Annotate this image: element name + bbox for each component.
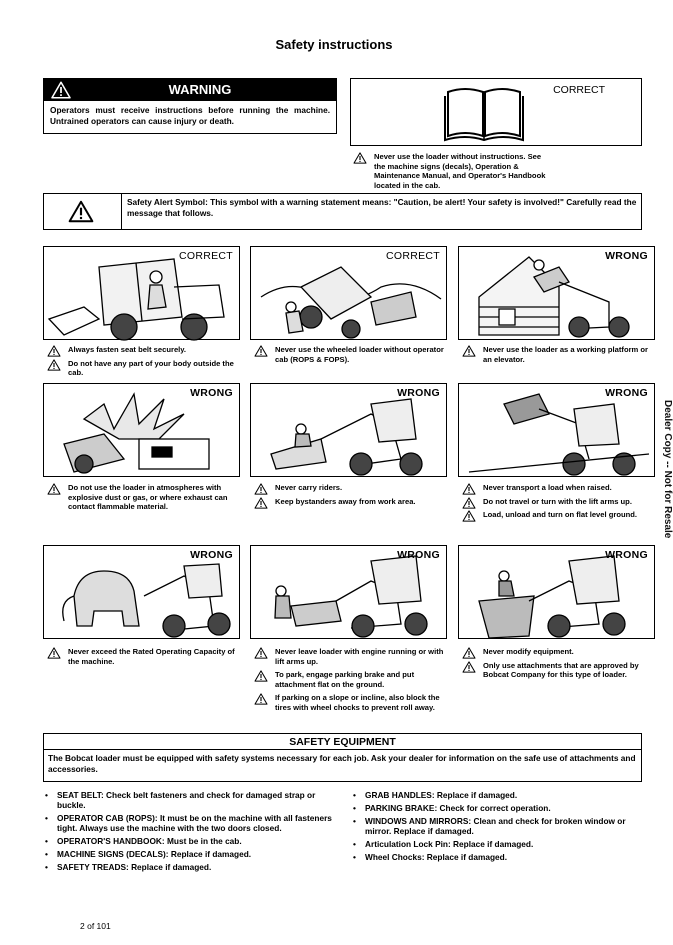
safety-equipment-title: SAFETY EQUIPMENT [44,734,641,750]
panel-raised-load [458,383,655,477]
alert-symbol-row [43,193,642,230]
panel-riders [250,383,447,477]
alert-triangle-icon [462,483,476,495]
warning-label: WARNING [168,82,232,97]
safety-equipment-box [43,733,642,782]
panel-notes [461,647,658,684]
list-item: • Wheel Chocks: Replace if damaged. [352,852,644,862]
note-item: Never modify equipment. [461,647,658,657]
panel-label: WRONG [605,250,648,262]
note-item: To park, engage parking brake and put attachment flat on the ground. [253,670,450,689]
panel-modify [458,545,655,639]
panel-label: WRONG [190,549,233,561]
note-item: Load, unload and turn on flat level ground. [461,510,658,520]
list-item: • Articulation Lock Pin: Replace if damaged. [352,839,644,849]
side-watermark [661,400,673,590]
alert-symbol-text: Safety Alert Symbol: This symbol with a warning statement means: "Caution, be alert! Your safety is involved!" Carefully read the message that follows. [127,197,637,218]
alert-triangle-icon [68,200,94,223]
panel-label: WRONG [397,387,440,399]
panel-notes [461,483,658,524]
list-item: • SAFETY TREADS: Replace if damaged. [44,862,338,872]
alert-triangle-icon [254,497,268,509]
panel-explosive [43,383,240,477]
note-item: Never transport a load when raised. [461,483,658,493]
manual-illustration-box [350,78,642,146]
note-item: Never use the loader as a working platform or an elevator. [461,345,658,364]
alert-triangle-icon [254,647,268,659]
alert-triangle-icon [47,483,61,495]
alert-triangle-icon [254,693,268,705]
list-item: • PARKING BRAKE: Check for correct operation. [352,803,644,813]
equipment-list-right [352,790,644,865]
alert-triangle-icon [254,670,268,682]
panel-label: WRONG [605,549,648,561]
note-item: Never carry riders. [253,483,450,493]
panel-label: WRONG [605,387,648,399]
warning-text: Operators must receive instructions before running the machine. Untrained operators can cause injury or death. [50,105,330,126]
panel-seat-belt [43,246,240,340]
alert-triangle-icon [462,647,476,659]
panel-notes [461,345,658,368]
alert-triangle-icon [353,152,367,164]
side-watermark-text: Dealer Copy -- Not for Resale [662,400,673,539]
page-title: Safety instructions [275,37,393,52]
panel-cab-required [250,246,447,340]
page-number: 2 of 101 [80,921,111,931]
note-item: Always fasten seat belt securely. [46,345,243,355]
panel-notes [46,345,243,382]
note-item: If parking on a slope or incline, also block the tires with wheel chocks to prevent roll away. [253,693,450,712]
panel-capacity [43,545,240,639]
note-item: Do not travel or turn with the lift arms up. [461,497,658,507]
equipment-list-left [44,790,338,875]
note-item: Do not use the loader in atmospheres with explosive dust or gas, or where exhaust can contact flammable material. [46,483,243,512]
panel-label: CORRECT [385,250,440,262]
alert-triangle-icon [254,345,268,357]
alert-triangle-icon [47,647,61,659]
note-item: Never use the loader without instructions. See the machine signs (decals), Operation & Maintenance Manual, and Operator's Handbook located in the cab. [352,152,549,190]
note-item: Never exceed the Rated Operating Capacity of the machine. [46,647,243,666]
panel-notes [253,483,450,510]
list-item: • WINDOWS AND MIRRORS: Clean and check for broken window or mirror. Replace if damaged. [352,816,644,836]
warning-box [43,78,337,134]
note-item: Do not have any part of your body outside the cab. [46,359,243,378]
list-item: • MACHINE SIGNS (DECALS): Replace if damaged. [44,849,338,859]
panel-label: CORRECT [178,250,233,262]
alert-triangle-icon [462,661,476,673]
panel-notes [46,647,243,670]
alert-triangle-icon [47,359,61,371]
alert-triangle-icon [254,483,268,495]
list-item: • SEAT BELT: Check belt fasteners and check for damaged strap or buckle. [44,790,338,810]
alert-triangle-icon [47,345,61,357]
note-item: Only use attachments that are approved by Bobcat Company for this type of loader. [461,661,658,680]
panel-platform [458,246,655,340]
note-item: Never leave loader with engine running or with lift arms up. [253,647,450,666]
note-item: Never use the wheeled loader without operator cab (ROPS & FOPS). [253,345,450,364]
alert-triangle-icon [462,497,476,509]
safety-equipment-text: The Bobcat loader must be equipped with safety systems necessary for each job. Ask your dealer for information on the safe use of attachments and accessories. [48,753,636,774]
panel-label: WRONG [190,387,233,399]
warning-header [44,79,336,101]
manual-note [352,152,549,194]
list-item: • OPERATOR'S HANDBOOK: Must be in the cab. [44,836,338,846]
panel-notes [253,345,450,368]
alert-triangle-icon [462,345,476,357]
panel-label: WRONG [397,549,440,561]
note-item: Keep bystanders away from work area. [253,497,450,507]
open-book-icon [443,84,525,142]
alert-triangle-icon [462,510,476,522]
list-item: • OPERATOR CAB (ROPS): It must be on the machine with all fasteners tight. Always use the machine with the two doors closed. [44,813,338,833]
panel-notes [46,483,243,516]
panel-notes [253,647,450,716]
manual-correct-label: CORRECT [553,84,605,96]
panel-parking [250,545,447,639]
list-item: • GRAB HANDLES: Replace if damaged. [352,790,644,800]
